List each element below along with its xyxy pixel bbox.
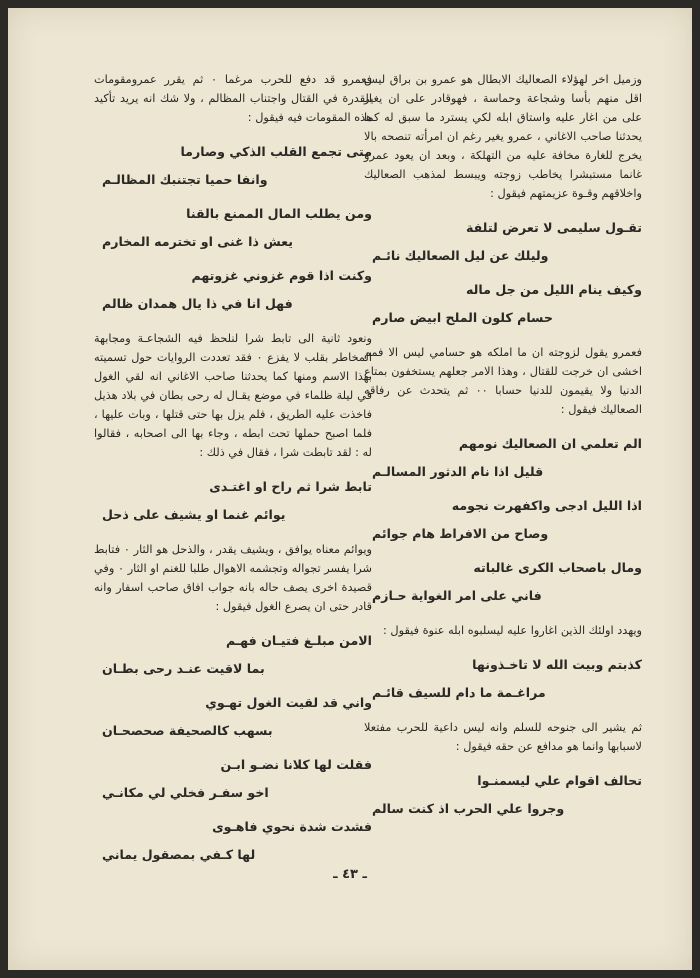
paragraph: ثم يشير الى جنوحه للسلم وانه ليس داعية للحرب مفتعلا لاسبابها وانما هو مدافع عن حقه فيقول : — [364, 721, 642, 753]
verse-second-hemistich: يوائم غنما او يشيف على ذحل — [102, 507, 286, 522]
verse-second-hemistich: وجروا علي الحرب اذ كنت سالم — [372, 801, 565, 816]
verse-first-hemistich: وكنت اذا قوم غزوني غزوتهم — [191, 268, 372, 283]
paragraph: فعمرو يقول لزوجته ان ما املكه هو حسامي ليس الا فمم اخشى ان خرجت للقتال ، وهذا الامر جعلهم يستخفون بمتاع الدنيا ولا يقيمون للدنيا حسابا ٠٠ ثم يتحدث عن رفاقه الصعاليك فيقول : — [364, 346, 642, 416]
verse-second-hemistich: وانفا حميا تجتنبك المظالـم — [102, 172, 268, 187]
verse-first-hemistich: ومن يطلب المال الممنع بالقنا — [186, 206, 372, 221]
verse-first-hemistich: واني قد لقيت الغول تهـوي — [205, 695, 372, 710]
verse-first-hemistich: اذا الليل ادجى واكفهرت نجومه — [451, 498, 642, 513]
verse-second-hemistich: فهل انا في ذا يال همدان ظالم — [102, 296, 293, 311]
right-column — [364, 70, 642, 818]
verse-first-hemistich: تحالف اقوام علي ليسمنـوا — [477, 773, 642, 788]
verse-second-hemistich: قليل اذا نام الدثور المسالـم — [372, 464, 544, 479]
verse-second-hemistich: لها كـفي بمصقول يماني — [102, 847, 256, 862]
verse-second-hemistich: بما لاقيت عنـد رحى بطـان — [102, 661, 265, 676]
paragraph: وزميل اخر لهؤلاء الصعاليك الابطال هو عمرو بن براق ليس اقل منهم بأسا وشجاعة وحماسة ، فهوقادر على ان يغير على من اغار عليه واستاق ابله لكي يسترد ما سبق له كما يحدثنا صاحب الاغاني ، عمرو يغير رغم ان امرأته تنصحه بالا يخرج للغارة مخافة عليه من التهلكة ، وبعد ان يعود عمرو غانما مستبشرا يخاطب زوجته ويبسط لمذهب الصعاليك واخلاقهم وقـوة عزيمتهم فيقول : — [364, 73, 642, 200]
paragraph: ويهدد اولئك الذين اغاروا عليه ليسلبوه ابله عنوة فيقول : — [383, 624, 642, 637]
verse-second-hemistich: وليلك عن ليل الصعاليك نائـم — [372, 248, 549, 263]
verse-second-hemistich: حسام كلون الملح ابيض صارم — [372, 310, 553, 325]
page-number: ـ ٤٣ ـ — [333, 867, 367, 882]
paragraph: ويوائم معناه يوافق ، ويشيف يقدر ، والذحل هو الثار ٠ فتابط شرا يفسر تجواله وتجشمه الاهوال طلبا للغنم او الثار ٠ وفي قصيدة اخرى يصف حاله بانه جواب افاق صاحب اسفار وانه قادر حتى ان يصرع الغول فيقول : — [94, 543, 373, 613]
verse-first-hemistich: تابط شرا ثم راح او اغتـدى — [209, 479, 372, 494]
verse-second-hemistich: وصاح من الافراط هام جوائم — [372, 526, 549, 541]
verse-second-hemistich: فاني على امر الغواية حـازم — [372, 588, 542, 603]
verse-first-hemistich: تقـول سليمى لا تعرض لتلفة — [465, 220, 642, 235]
paragraph: ونعود ثانية الى تابط شرا لنلحظ فيه الشجاعـة ومجابهة المخاطر بقلب لا يفزع ٠ فقد تعددت الروايات حول تسميته بهذا الاسم ومنها كما يحدثنا صاحب الاغاني انه لقي الغول في ليلة ظلماء في موضع يقـال له رحى بطان في بلاد هذيل فاخذت عليه الطريق ، فلم يزل بها حتى قتلها ، وبات عليها ، فلما اصبح حملها تحت ابطه ، وجاء بها الى اصحابه ، فقالوا له : لقد تابطت شرا ، فقال في ذلك : — [94, 332, 372, 459]
document-page — [8, 8, 692, 970]
verse-first-hemistich: فشدت شدة نحوي فاهـوى — [212, 819, 372, 834]
verse-first-hemistich: وكيف ينام الليل من جل ماله — [466, 282, 642, 297]
verse-first-hemistich: فقلت لها كلانا نضـو ابـن — [220, 757, 372, 772]
paragraph: فعمرو قد دفع للحرب مرغما ٠ ثم يقرر عمرومقومات القدرة في القتال واجتناب المظالم ، ولا شك انه يريد تأكيد هذه المقومات فيه فيقول : — [94, 73, 372, 124]
verse-second-hemistich: بسهب كالصحيفة صحصحـان — [102, 723, 273, 738]
left-column — [94, 70, 372, 864]
verse-first-hemistich: متى تجمع القلب الذكي وصارما — [180, 144, 372, 159]
verse-second-hemistich: مراغـمة ما دام للسيف قائـم — [372, 685, 546, 700]
verse-first-hemistich: كذبتم وبيت الله لا تاخـذونها — [472, 657, 642, 672]
verse-second-hemistich: يعش ذا غنى او تخترمه المخارم — [102, 234, 293, 249]
verse-first-hemistich: الامن مبلـغ فتيـان فهـم — [225, 633, 372, 648]
verse-second-hemistich: اخو سفـر فخلي لي مكانـي — [102, 785, 269, 800]
verse-first-hemistich: ومال باصحاب الكرى غالباته — [473, 560, 642, 575]
verse-first-hemistich: الم تعلمي ان الصعاليك نومهم — [458, 436, 642, 451]
